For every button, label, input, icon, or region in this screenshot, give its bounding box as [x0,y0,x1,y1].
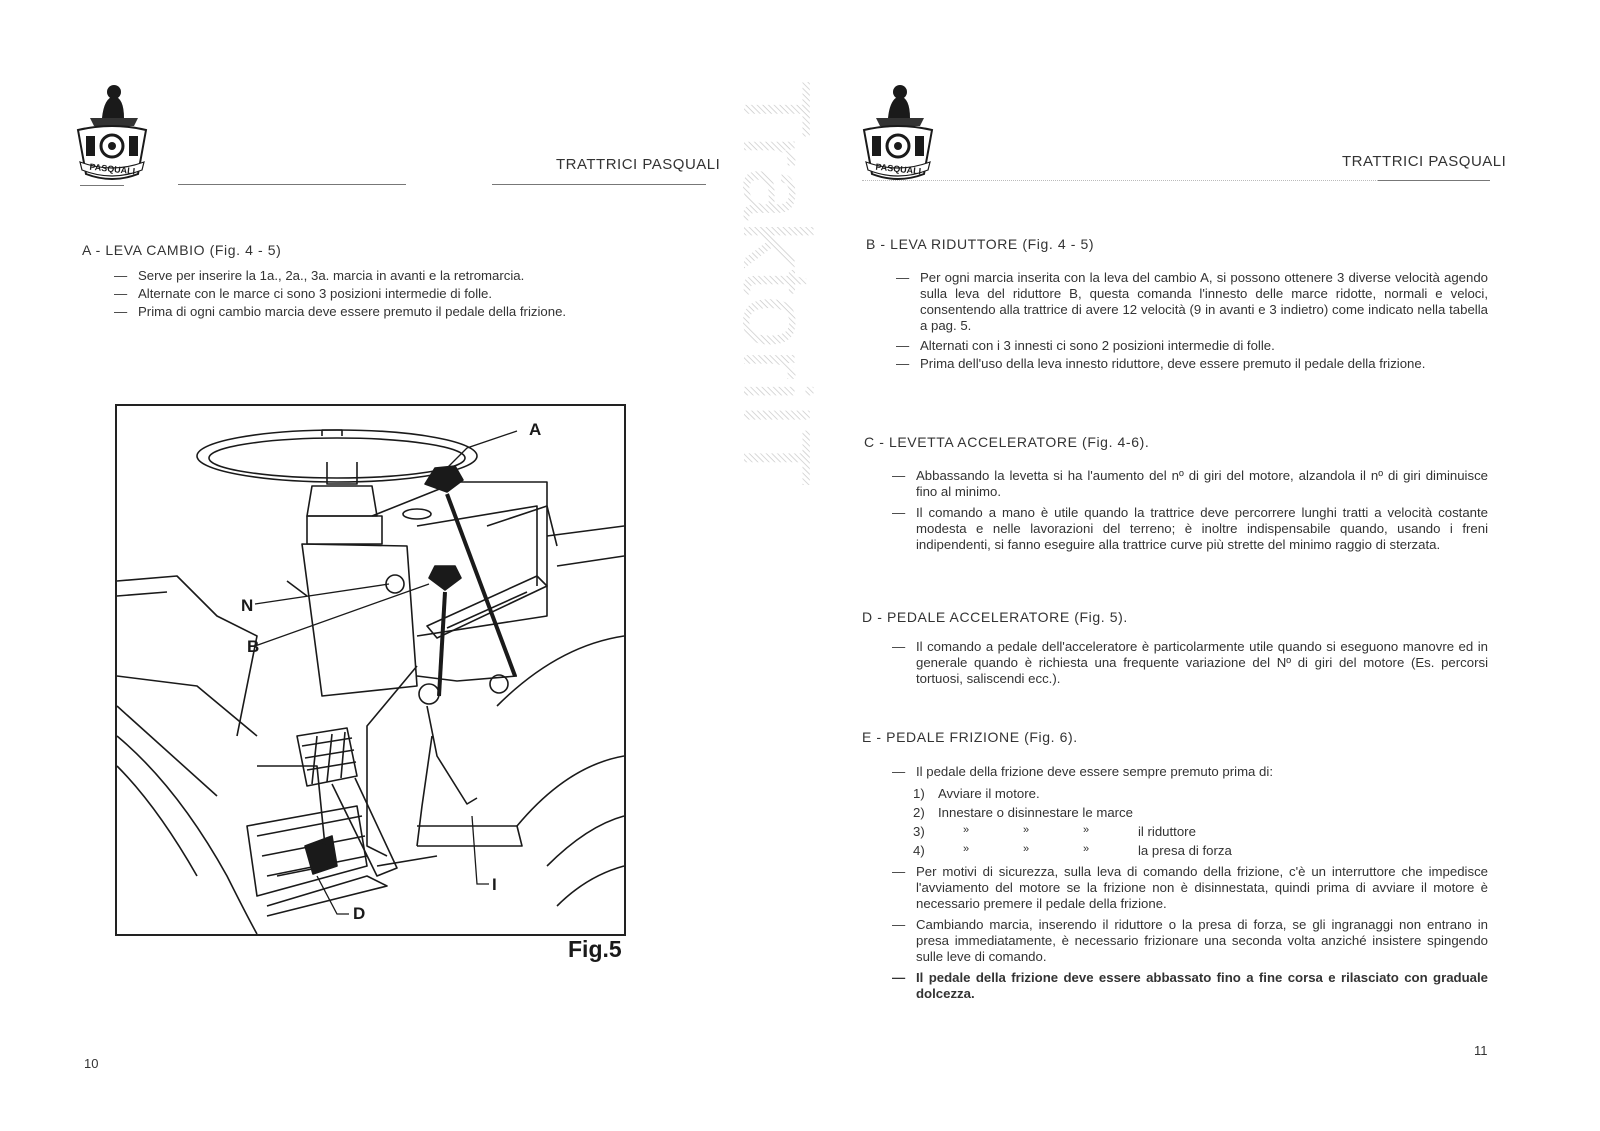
list-item: — Il pedale della frizione deve essere abbassato fino a fine corsa e rilasciato con graduale dolcezza. [892,970,1488,1001]
section-e-list [892,864,1488,1008]
ditto-mark: » [1083,824,1090,836]
list-item: — Serve per inserire la 1a., 2a., 3a. marcia in avanti e la retromarcia. [114,268,525,283]
section-b-list [896,270,1488,378]
section-d-title: D - PEDALE ACCELERATORE (Fig. 5). [862,609,1128,625]
callout-a: A [529,420,542,439]
header-rule [492,184,706,185]
list-item: — Abbassando la levetta si ha l'aumento del nº di giri del motore, alzandola il nº di giri diminuisce fino al minimo. [892,468,1488,499]
list-item: — Per ogni marcia inserita con la leva del cambio A, si possono ottenere 3 diverse velocità agendo sulla leva del riduttore B, questa comanda l'innesto delle marce ridotte, normali e veloci, consentendo alla trattrice di avere 12 velocità (9 in avanti e 3 indietro) come indicato nella tabella a pag. 5. [896,270,1488,333]
list-item: — Prima dell'uso della leva innesto riduttore, deve essere premuto il pedale della frizione. [896,356,1426,371]
figure-caption: Fig.5 [568,936,622,962]
list-item: — Per motivi di sicurezza, sulla leva di comando della frizione, c'è un interruttore che impedisce l'avviamento del motore se la frizione non è disinnestata, quindi prima di avviare il motore è necessario premere il pedale della frizione. [892,864,1488,911]
logo-text: PASQUALI [874,161,922,177]
section-d-list [892,639,1488,693]
logo-text: PASQUALI [88,161,136,177]
right-page [800,0,1600,1131]
section-c-list [892,468,1488,559]
step-row: 4) » » » la presa di forza [913,843,1232,858]
list-item: — Il comando a pedale dell'acceleratore è particolarmente utile quando si eseguono manovre ed in generale quando è richiesta una frequente variazione del Nº di giri del motore (Es. percorsi tortuosi, saliscendi ecc.). [892,639,1488,686]
section-e-title: E - PEDALE FRIZIONE (Fig. 6). [862,729,1078,745]
tractor-controls-illustration [117,406,624,934]
section-e-intro [892,764,1488,786]
ditto-mark: » [963,824,970,836]
ditto-mark: » [1023,824,1030,836]
section-a-title: A - LEVA CAMBIO (Fig. 4 - 5) [82,242,282,258]
header-rule [1378,180,1490,181]
ditto-mark: » [1083,843,1090,855]
list-item: — Il comando a mano è utile quando la trattrice deve percorrere lunghi tratti a velocità costante modesta e nelle lavorazioni del terreno; è inoltre indispensabile quando, usando i freni indipendenti, si fanno eseguire alla trattrice curve più strette del minimo raggio di sterzata. [892,505,1488,552]
watermark [700,40,830,1040]
page-number: 11 [1474,1043,1488,1058]
list-item: — Il pedale della frizione deve essere sempre premuto prima di: [892,764,1273,779]
section-a-list [114,268,674,326]
callout-n: N [241,596,254,615]
section-c-title: C - LEVETTA ACCELERATORE (Fig. 4-6). [864,434,1150,450]
header-rule [80,185,124,186]
list-item: — Prima di ogni cambio marcia deve essere premuto il pedale della frizione. [114,304,567,319]
page-number: 10 [84,1056,99,1071]
step-row: 3) » » » il riduttore [913,824,1196,839]
section-e-steps [913,786,1313,862]
header-title: TRATTRICI PASQUALI [1342,153,1507,170]
section-b-title: B - LEVA RIDUTTORE (Fig. 4 - 5) [866,236,1095,252]
ditto-mark: » [963,843,970,855]
step-row: 1) Avviare il motore. [913,786,1040,801]
callout-b: B [247,637,260,656]
ditto-mark: » [1023,843,1030,855]
callout-d: D [353,904,366,923]
list-item: — Alternate con le marce ci sono 3 posizioni intermedie di folle. [114,286,493,301]
watermark-text: TraktoriIT [723,80,830,488]
pasquali-logo-icon [858,78,938,183]
header-rule [178,184,406,185]
figure-5 [115,404,626,936]
callout-i: I [492,875,497,894]
step-row: 2) Innestare o disinnestare le marce [913,805,1133,820]
list-item: — Cambiando marcia, inserendo il riduttore o la presa di forza, se gli ingranaggi non entrano in presa immediatamente, è necessario frizionare una seconda volta anziché insistere spingendo sulle leve di comando. [892,917,1488,964]
header-title: TRATTRICI PASQUALI [556,156,721,173]
pasquali-logo-icon [72,78,152,183]
left-page [0,0,790,1131]
list-item: — Alternati con i 3 innesti ci sono 2 posizioni intermedie di folle. [896,338,1275,353]
